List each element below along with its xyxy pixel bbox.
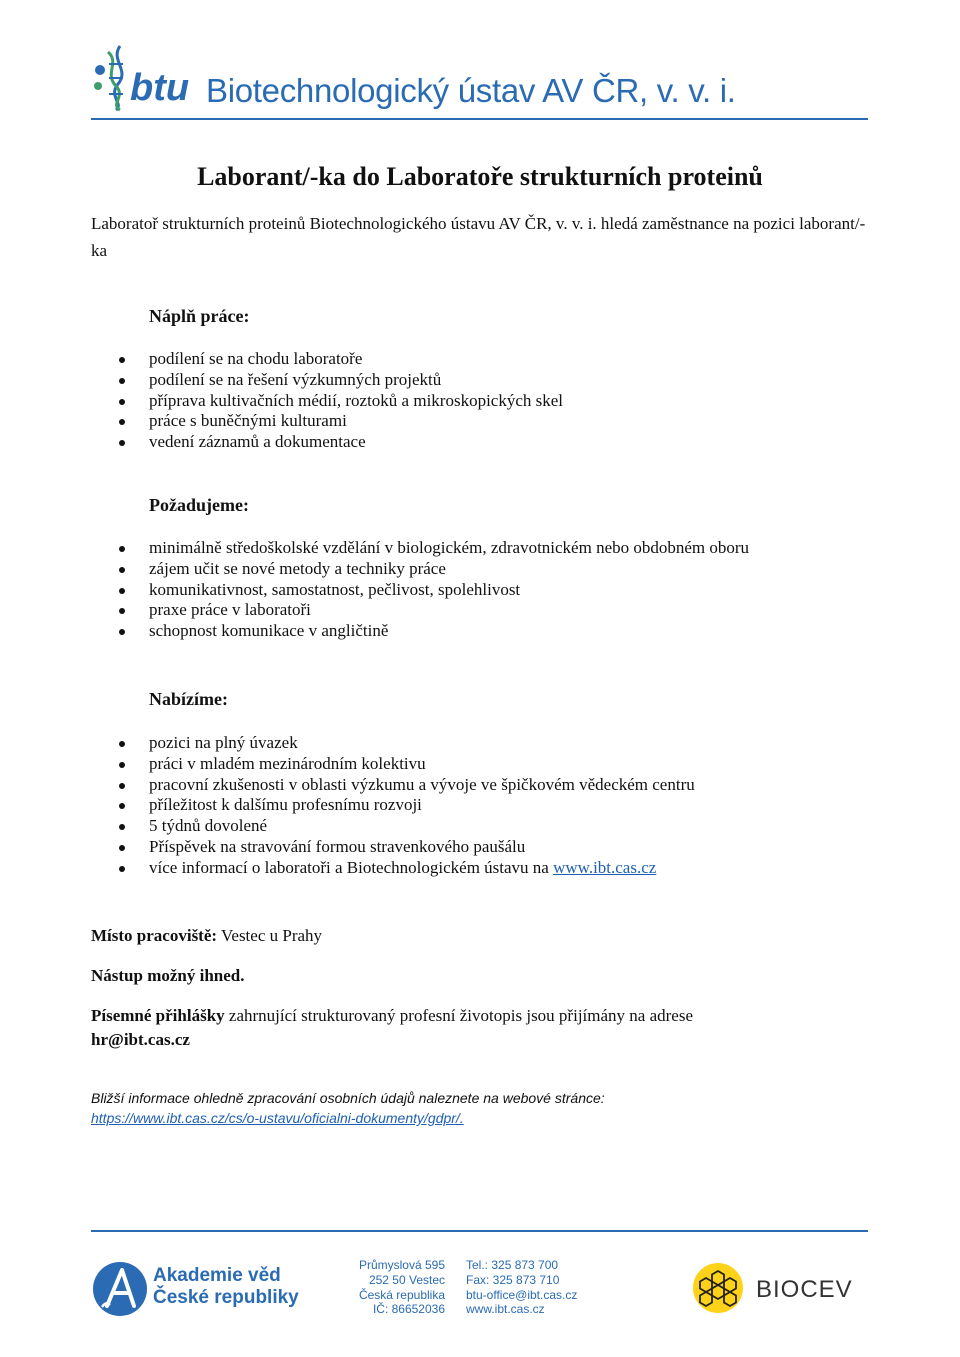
footer-address	[340, 1258, 445, 1317]
section-heading-job-duties: Náplň práce:	[149, 306, 250, 326]
requirements-list	[91, 538, 749, 642]
list-item: práci v mladém mezinárodním kolektivu	[91, 754, 695, 775]
workplace-line	[91, 924, 881, 948]
list-item: pozici na plný úvazek	[91, 733, 695, 754]
list-item: minimálně středoškolské vzdělání v biologickém, zdravotnickém nebo obdobném oboru	[91, 538, 749, 559]
page-title: Laborant/-ka do Laboratoře strukturních proteinů	[197, 162, 763, 191]
list-item: příležitost k dalšímu profesnímu rozvoji	[91, 795, 695, 816]
list-item: 5 týdnů dovolené	[91, 816, 695, 837]
contact-line[interactable]: www.ibt.cas.cz	[466, 1302, 545, 1317]
list-item: práce s buněčnými kulturami	[91, 411, 563, 432]
start-date-line: Nástup možný ihned.	[91, 966, 245, 985]
list-item: schopnost komunikace v angličtině	[91, 621, 749, 642]
address-line: Průmyslová 595	[358, 1258, 445, 1272]
footer-divider	[91, 1230, 868, 1232]
list-item: příprava kultivačních médií, roztoků a mikroskopických skel	[91, 391, 563, 412]
address-line: IČ: 86652036	[372, 1302, 445, 1317]
contact-line: Tel.: 325 873 700	[466, 1258, 559, 1272]
list-item: podílení se na řešení výzkumných projektů	[91, 370, 563, 391]
gdpr-text: Bližší informace ohledně zpracování osobních údajů naleznete na webové stránce:	[91, 1090, 605, 1106]
academy-logo-icon	[92, 1261, 148, 1317]
list-item: zájem učit se nové metody a techniky práce	[91, 559, 749, 580]
ibt-website-link[interactable]: www.ibt.cas.cz	[553, 857, 657, 877]
gdpr-note	[91, 1088, 891, 1128]
footer-contacts	[466, 1258, 606, 1317]
address-line: Česká republika	[358, 1287, 445, 1302]
academy-name-line2: České republiky	[153, 1287, 299, 1308]
address-line: 252 50 Vestec	[368, 1272, 445, 1287]
header-divider	[91, 118, 868, 120]
intro-text: Laboratoř strukturních proteinů Biotechnologického ústavu AV ČR, v. v. i. hledá zaměstnance na pozici laborant/-ka	[91, 214, 866, 260]
academy-name-line1: Akademie věd	[153, 1265, 281, 1286]
contact-line: Fax: 325 873 710	[466, 1272, 560, 1287]
section-heading-offer: Nabízíme:	[149, 689, 228, 709]
section-heading-requirements: Požadujeme:	[149, 495, 249, 515]
job-duties-list	[91, 349, 563, 453]
btu-logo-text: btu	[130, 67, 190, 109]
workplace-value: Vestec u Prahy	[217, 926, 323, 945]
list-item: Příspěvek na stravování formou stravenkového paušálu	[91, 837, 695, 858]
biocev-hex-icon	[692, 1262, 744, 1314]
btu-logo-icon	[90, 42, 194, 112]
biocev-name: BIOCEV	[756, 1276, 853, 1303]
offer-list	[91, 733, 695, 879]
list-item: pracovní zkušenosti v oblasti výzkumu a vývoje ve špičkovém vědeckém centru	[91, 775, 695, 796]
workplace-label: Místo pracoviště:	[91, 926, 218, 945]
list-item: podílení se na chodu laboratoře	[91, 349, 563, 370]
applications-label: Písemné přihlášky	[91, 1006, 225, 1025]
contact-line[interactable]: btu-office@ibt.cas.cz	[466, 1287, 578, 1302]
academy-name	[153, 1265, 299, 1309]
list-item-more-info	[91, 858, 695, 879]
applications-email[interactable]: hr@ibt.cas.cz	[91, 1030, 190, 1049]
list-item: vedení záznamů a dokumentace	[91, 432, 563, 453]
applications-text: zahrnující strukturovaný profesní životopis jsou přijímány na adrese	[224, 1006, 693, 1025]
list-item: komunikativnost, samostatnost, pečlivost, spolehlivost	[91, 580, 749, 601]
list-item: praxe práce v laboratoři	[91, 600, 749, 621]
gdpr-link[interactable]: https://www.ibt.cas.cz/cs/o-ustavu/oficialni-dokumenty/gdpr/.	[91, 1110, 464, 1126]
institute-name: Biotechnologický ústav AV ČR, v. v. i.	[206, 72, 736, 109]
more-info-text: více informací o laboratoři a Biotechnologickém ústavu na	[149, 857, 554, 877]
applications-line	[91, 1004, 881, 1052]
